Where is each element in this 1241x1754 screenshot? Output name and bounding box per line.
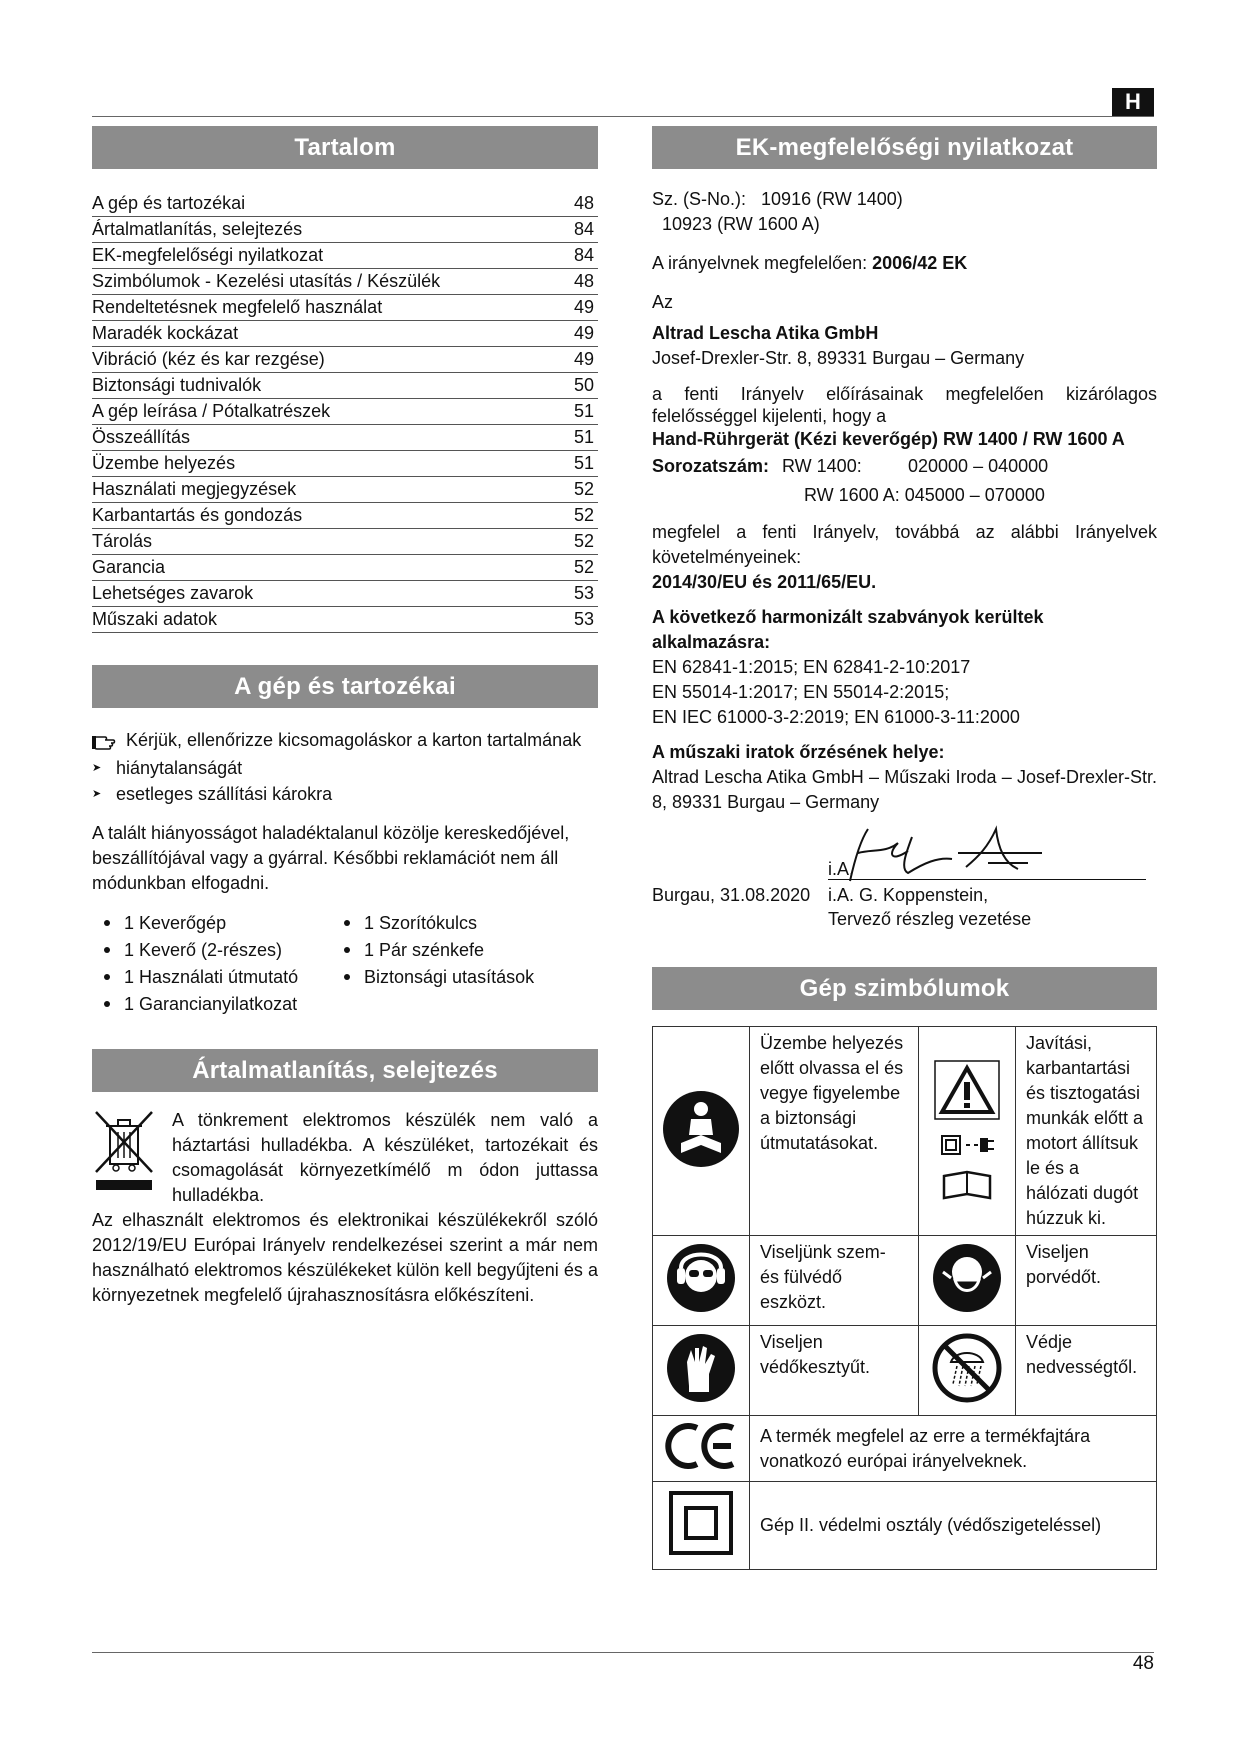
toc-row (92, 347, 598, 373)
toc-page: 53 (573, 609, 594, 629)
toc-label: Szimbólumok - Kezelési utasítás / Készülék (92, 271, 441, 291)
dust-mask-icon (931, 1242, 1003, 1314)
toc-label: Karbantartás és gondozás (92, 505, 303, 525)
toc-label: Összeállítás (92, 427, 191, 447)
toc-label: A gép leírása / Pótalkatrészek (92, 401, 331, 421)
symbol-text: Gép II. védelmi osztály (védőszigeteléssel) (750, 1482, 1157, 1570)
toc-row (92, 503, 598, 529)
bullet-dot-icon (104, 1001, 110, 1007)
toc-label: Használati megjegyzések (92, 479, 297, 499)
symbol-text: Javítási, karbantartási és tisztogatási munkák előtt a motort állítsuk le és a hálózati dugót húzzuk ki. (1016, 1027, 1157, 1236)
toc-label: Lehetséges zavarok (92, 583, 254, 603)
toc-row (92, 191, 598, 217)
no-rain-icon (931, 1332, 1003, 1404)
toc-row (92, 269, 598, 295)
contents-item: Biztonsági utasítások (342, 964, 582, 990)
toc-page: 51 (573, 401, 594, 421)
symbol-icon-cell (919, 1236, 1016, 1326)
toc-label: Vibráció (kéz és kar rezgése) (92, 349, 325, 369)
contents-item: 1 Garancianyilatkozat (102, 991, 342, 1017)
signature-mark (828, 823, 1128, 883)
toc-label: Üzembe helyezés (92, 453, 236, 473)
symbol-text: A termék megfelel az erre a termékfajtára vonatkozó európai irányelveknek. (750, 1416, 1157, 1482)
toc-row (92, 451, 598, 477)
symbol-row (653, 1416, 1157, 1482)
toc-page: 84 (573, 219, 594, 239)
place-date: Burgau, 31.08.2020 (652, 885, 811, 905)
toc-row (92, 555, 598, 581)
check-item: ➤ esetleges szállítási károkra (92, 781, 598, 807)
product-name: Hand-Rührgerät (Kézi keverőgép) RW 1400 / RW 1600 A (652, 429, 1125, 449)
left-column (92, 126, 598, 1308)
ce-mark-icon (663, 1422, 739, 1470)
toc-page: 84 (573, 245, 594, 265)
contents-item: 1 Pár szénkefe (342, 937, 582, 963)
toc-page: 49 (573, 323, 594, 343)
right-column (652, 126, 1157, 1570)
toc-page: 48 (573, 271, 594, 291)
symbol-text: Viseljünk szem- és fülvédő eszközt. (750, 1236, 919, 1326)
toc-page: 52 (573, 479, 594, 499)
read-manual-icon (661, 1089, 741, 1169)
standard-line: EN 55014-1:2017; EN 55014-2:2015; (652, 682, 950, 702)
symbol-icon-cell (653, 1416, 750, 1482)
signer-role: Tervező részleg vezetése (828, 909, 1032, 929)
disposal-title: Ártalmatlanítás, selejtezés (92, 1049, 598, 1092)
toc-row (92, 425, 598, 451)
toc-row (92, 529, 598, 555)
toc-page: 52 (573, 557, 594, 577)
directives-list: 2014/30/EU és 2011/65/EU. (652, 572, 877, 592)
accessories-title: A gép és tartozékai (92, 665, 598, 708)
eye-ear-protection-icon (665, 1242, 737, 1314)
symbol-icon-cell (653, 1326, 750, 1416)
company-name: Altrad Lescha Atika GmbH (652, 323, 879, 343)
toc-row (92, 217, 598, 243)
toc-label: Garancia (92, 557, 166, 577)
check-item: ➤ hiánytalanságát (92, 755, 598, 781)
toc-label: Rendeltetésnek megfelelő használat (92, 297, 383, 317)
toc-page: 53 (573, 583, 594, 603)
declaration-statement: a fenti Irányelv előírásainak megfelelően kizárólagos felelősséggel kijelenti, hogy a (652, 384, 1157, 426)
declaration-title: EK-megfelelőségi nyilatkozat (652, 126, 1157, 169)
bullet-dot-icon (104, 920, 110, 926)
toc-row (92, 399, 598, 425)
az-text: Az (652, 292, 674, 312)
crossed-bin-icon (92, 1108, 156, 1194)
toc-page: 48 (573, 193, 594, 213)
signature-line (828, 879, 1146, 880)
pointing-hand-icon (92, 732, 120, 750)
toc-label: Ártalmatlanítás, selejtezés (92, 219, 303, 239)
symbol-icon-cell (919, 1027, 1016, 1236)
toc-row (92, 321, 598, 347)
contents-item: 1 Keverő (2-részes) (102, 937, 342, 963)
toc-page: 52 (573, 505, 594, 525)
accessories-note-text: Kérjük, ellenőrizze kicsomagoláskor a karton tartalmának (126, 730, 582, 750)
toc-label: A gép és tartozékai (92, 193, 246, 213)
ia-label: i.A. (828, 859, 855, 879)
toc-page: 50 (573, 375, 594, 395)
language-badge: H (1112, 88, 1154, 116)
signature-block (652, 823, 1157, 933)
manual-book-icon (934, 1168, 1000, 1202)
toc-row (92, 581, 598, 607)
toc-row (92, 243, 598, 269)
toc-label: Maradék kockázat (92, 323, 239, 343)
bullet-dot-icon (104, 947, 110, 953)
declaration-body (652, 187, 1157, 933)
symbol-text: Üzembe helyezés előtt olvassa el és vegye figyelembe a biztonsági útmutatásokat. (750, 1027, 919, 1236)
bullet-dot-icon (344, 920, 350, 926)
accessories-paragraph: A talált hiányosságot haladéktalanul közölje kereskedőjével, beszállítójával vagy a gyárral. Későbbi reklamációt nem áll módunkban elfogadni. (92, 823, 570, 893)
table-of-contents (92, 191, 598, 633)
toc-label: Biztonsági tudnivalók (92, 375, 262, 395)
contents-item: 1 Keverőgép (102, 910, 342, 936)
bullet-dot-icon (344, 974, 350, 980)
signer-name: i.A. G. Koppenstein, (828, 885, 989, 905)
disposal-text-1: A tönkrement elektromos készülék nem való a háztartási hulladékba. A készüléket, tartozékait és csomagolását környezetkímélő m ódon juttassa hulladékba. (172, 1110, 598, 1205)
symbol-row (653, 1326, 1157, 1416)
disposal-text-2: Az elhasznált elektromos és elektronikai készülékekről szóló 2012/19/EU Európai Irányelv rendelkezései szerint a már nem használható elektromos készülékeket külön kell begyűjteni és a környezetnek megfelelő újrahasznosításra előkészíteni. (92, 1210, 598, 1305)
toc-row (92, 477, 598, 503)
standard-line: EN IEC 61000-3-2:2019; EN 61000-3-11:2000 (652, 707, 1020, 727)
serial-range-2: RW 1600 A: 045000 – 070000 (804, 485, 1045, 505)
footer-rule (92, 1652, 1154, 1653)
toc-page: 49 (573, 349, 594, 369)
contents-item: 1 Használati útmutató (102, 964, 342, 990)
bullet-dot-icon (104, 974, 110, 980)
company-address: Josef-Drexler-Str. 8, 89331 Burgau – Germany (652, 348, 1025, 368)
symbols-title: Gép szimbólumok (652, 967, 1157, 1010)
protection-class-2-icon (668, 1490, 734, 1556)
bullet-dot-icon (344, 947, 350, 953)
contents-item: 1 Szorítókulcs (342, 910, 582, 936)
accessories-note (92, 728, 598, 753)
serial-range-1: Sorozatszám: RW 1400: 020000 – 040000 (652, 456, 1049, 476)
package-contents (102, 910, 598, 1017)
symbol-text: Viseljen védőkesztyűt. (750, 1326, 919, 1416)
toc-label: Műszaki adatok (92, 609, 218, 629)
standard-line: EN 62841-1:2015; EN 62841-2-10:2017 (652, 657, 971, 677)
symbol-row (653, 1482, 1157, 1570)
toc-page: 49 (573, 297, 594, 317)
standards-heading: A következő harmonizált szabványok kerültek alkalmazásra: (652, 607, 1044, 652)
toc-row (92, 607, 598, 633)
toc-label: Tárolás (92, 531, 153, 551)
symbol-icon-cell (653, 1482, 750, 1570)
disposal-block (92, 1108, 598, 1208)
compliance-text: megfelel a fenti Irányelv, továbbá az alábbi Irányelvek követelményeinek: (652, 522, 1157, 567)
serial-numbers: Sz. (S-No.): 10916 (RW 1400) 10923 (RW 1600 A) (652, 189, 903, 234)
gloves-icon (665, 1332, 737, 1404)
page-number: 48 (1132, 1653, 1154, 1674)
warning-triangle-icon (934, 1060, 1000, 1120)
docs-location: Altrad Lescha Atika GmbH – Műszaki Iroda – Josef-Drexler-Str. 8, 89331 Burgau – Germany (652, 767, 1157, 812)
directive-line: A irányelvnek megfelelően: 2006/42 EK (652, 253, 968, 273)
toc-row (92, 295, 598, 321)
docs-heading: A műszaki iratok őrzésének helye: (652, 742, 945, 762)
symbol-icon-cell (653, 1027, 750, 1236)
arrow-bullet-icon: ➤ (92, 762, 102, 774)
toc-page: 52 (573, 531, 594, 551)
unplug-icon (934, 1126, 1000, 1166)
toc-page: 51 (573, 453, 594, 473)
symbol-icon-cell (653, 1236, 750, 1326)
toc-title: Tartalom (92, 126, 598, 169)
symbols-table (652, 1026, 1157, 1570)
symbol-row (653, 1236, 1157, 1326)
symbol-row (653, 1027, 1157, 1236)
toc-page: 51 (573, 427, 594, 447)
arrow-bullet-icon: ➤ (92, 788, 102, 800)
toc-row (92, 373, 598, 399)
toc-label: EK-megfelelőségi nyilatkozat (92, 245, 324, 265)
symbol-icon-cell (919, 1326, 1016, 1416)
symbol-text: Viseljen porvédőt. (1016, 1236, 1157, 1326)
check-list (92, 755, 598, 807)
header-rule (92, 116, 1154, 117)
symbol-text: Védje nedvességtől. (1016, 1326, 1157, 1416)
